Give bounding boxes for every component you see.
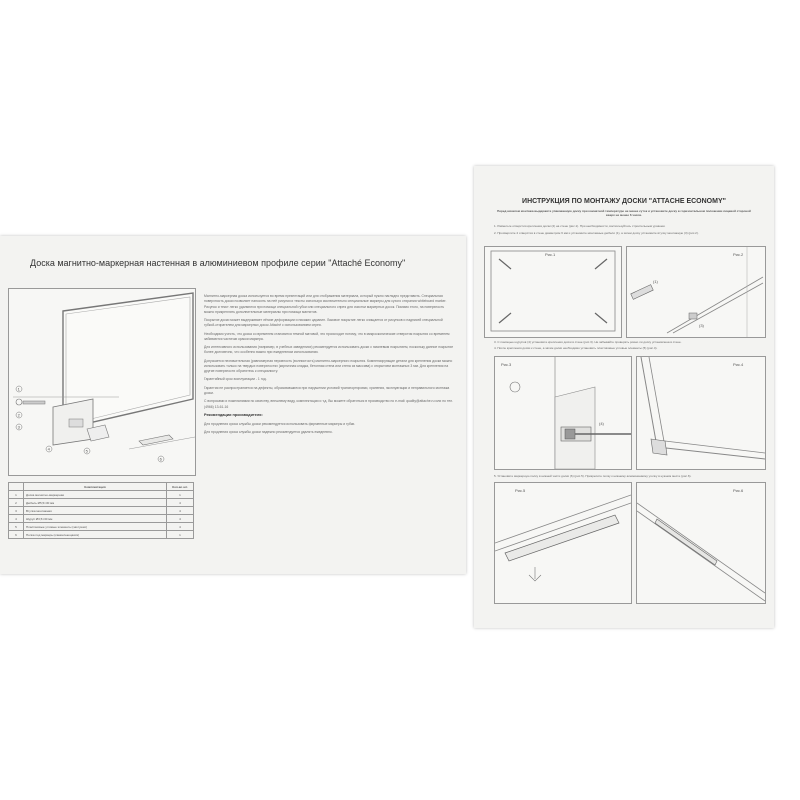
description-paragraph: Гарантийный срок эксплуатации - 1 год. bbox=[204, 377, 267, 382]
step-4: 4. После крепления доски к стене, а затем доски необходимо установить пластиковые угловые элементы (5) (рис.4). bbox=[494, 346, 658, 350]
svg-text:1: 1 bbox=[17, 386, 20, 392]
figure-3-drawing bbox=[495, 357, 631, 469]
description-text bbox=[204, 294, 454, 438]
step-3: 3. С помощью шурупов (4) установите крепления доски в стене (рис.3). Не забывайте проверять ровно ли доску установлена в стене. bbox=[494, 340, 682, 344]
figure-6-label: Рис.6 bbox=[733, 488, 744, 493]
description-paragraph: Необходимо учесть, что доска со временем становится темной матовой, это происходит потому, что в микроскопические отверстия покрытия со временем забиваются частички краски маркера. bbox=[204, 331, 450, 341]
figure-3-label: Рис.3 bbox=[501, 362, 512, 367]
screw-icon bbox=[16, 399, 22, 405]
figure-4-drawing bbox=[637, 357, 765, 469]
description-paragraph: Гарантия не распространяется на дефекты, образовавшиеся при нарушении условий транспортировки, хранения, эксплуатации и неправильного монтажа доски. bbox=[204, 385, 450, 395]
recommend-item: Для продления срока службы доски надежно рекомендуется удалять ежедневно. bbox=[204, 429, 333, 434]
figure-5 bbox=[494, 482, 632, 604]
recommend-item: Для продления срока службы доски рекомендуется использовать фирменные маркеры и губки. bbox=[204, 421, 356, 426]
right-sheet-title: ИНСТРУКЦИЯ ПО МОНТАЖУ ДОСКИ "ATTACHE ECONOMY" bbox=[522, 198, 726, 205]
step-2: 2. Просверлите 4 отверстия в стене диаметром 6 мм и установите монтажные дюбели (1), а затем доску установите втулку монтажную (3) (рис.2). bbox=[494, 231, 699, 235]
board-illustration-drawing bbox=[9, 289, 195, 475]
figure-3 bbox=[494, 356, 632, 470]
recommend-title: Рекомендации производителя: bbox=[204, 412, 263, 417]
table-row: 4 Шуруп Ø3,5×30 мм 4 bbox=[9, 515, 194, 523]
marker-shelf-icon bbox=[505, 515, 619, 561]
figure-2-label: Рис.2 bbox=[733, 252, 744, 257]
bushing-icon bbox=[689, 313, 697, 319]
svg-text:6: 6 bbox=[159, 456, 162, 462]
left-instruction-sheet bbox=[0, 236, 466, 574]
figure-2 bbox=[626, 246, 766, 338]
screw-head-icon bbox=[565, 429, 575, 439]
figure-6-drawing bbox=[637, 483, 765, 603]
svg-text:2: 2 bbox=[17, 412, 20, 418]
svg-text:3: 3 bbox=[17, 424, 20, 430]
step-5: 5. Установите маркерную полку в нижней части доски (6) (рис.5). Прикрепите полку к нижнему алюминиевому уголку в нужном месте (рис.6). bbox=[494, 474, 692, 478]
figure-4-label: Рис.4 bbox=[733, 362, 744, 367]
parts-table bbox=[8, 482, 194, 539]
svg-text:4: 4 bbox=[47, 446, 50, 452]
dowel-icon bbox=[23, 401, 45, 404]
figure-1-drawing bbox=[485, 247, 621, 337]
description-paragraph: С вопросами и пожеланиями по качеству, внешнему виду, комплектации и т.д. Вы можете обратиться в производство по e-mail: quality@attache.ru или по тел. (4966) 13-61-16 bbox=[204, 399, 454, 409]
figure-2-drawing bbox=[627, 247, 765, 337]
figure-1 bbox=[484, 246, 622, 338]
table-row: 2 Дюбель Ø5,5×30 мм 4 bbox=[9, 499, 194, 507]
bushing-icon bbox=[69, 419, 83, 427]
step-1: 1. Разметьте отверстия крепления доски (2) на стене (рис.1). При необходимости, воспользуйтесь строительным уровнем. bbox=[494, 224, 666, 228]
figure-5-drawing bbox=[495, 483, 631, 603]
corner-cap-icon bbox=[651, 439, 667, 455]
board-illustration bbox=[8, 288, 196, 476]
description-paragraph: Допускается незначительная (равномерная неровность (волнистость) магнитно-маркерного покрытия. Компенсирующие детали для крепления доски можно использовать только на твердых поверхностях (кирпичная кладка, бетонная стена или стена из массива) с открытием монтажных 3 мм. Для крепления на другие поверхности обратитесь к специалисту. bbox=[204, 358, 453, 374]
svg-text:5: 5 bbox=[85, 448, 88, 454]
table-header-row: Комплектация Кол-во шт. bbox=[9, 483, 194, 491]
right-sheet-subtitle: Перед началом монтажа выдержите упакованную доску при комнатной температуре не менее суток и установите доску в горизонтальном положении лицевой стороной вверх не менее 6 часов. bbox=[497, 209, 751, 218]
callout-3: (3) bbox=[699, 323, 704, 328]
marker-shelf-icon bbox=[139, 435, 173, 445]
table-row: 6 Полка под маркеры (самоклеющаяся) 1 bbox=[9, 531, 194, 539]
dowel-icon bbox=[631, 285, 653, 300]
right-instruction-sheet bbox=[474, 166, 774, 628]
callout-1: (1) bbox=[653, 279, 658, 284]
description-paragraph: Для интенсивного использования (например, в учебных заведениях) рекомендуется использовать доски с эмалевым покрытием, поскольку данное покрытие более долговечно, что особенно важно при ежедневном использовании. bbox=[204, 345, 454, 355]
figure-5-label: Рис.5 bbox=[515, 488, 526, 493]
callout-4: (4) bbox=[599, 421, 604, 426]
table-row: 3 Втулка монтажная 4 bbox=[9, 507, 194, 515]
description-paragraph: Покрытие доски может выдерживает лёгкие деформации и никаких царапин. Лаковое покрытие легко очищается от рисунков и надписей специальной губкой-стирателем для маркерных досок Attaché с использованием спрея. bbox=[204, 318, 443, 328]
marker-shelf-icon bbox=[655, 519, 717, 565]
figure-1-label: Рис.1 bbox=[545, 252, 556, 257]
table-row: 1 Доска магнитно-маркерная 1 bbox=[9, 491, 194, 499]
description-paragraph: Магнитно-маркерная доска используется во время презентаций или для отображения материала, который нужно наглядно представить. Специальная поверхность доски позволяет наносить на неё рисунки и тексты используя исключительно специальные маркеры для сухого стирания whiteboard marker. Рисунок и текст легко удаляются при помощи специальной губки или специального спрея для очистки маркерных досок. Помимо этого, на поверхность можно прикреплять дополнительные материалы при помощи магнитов. bbox=[204, 294, 447, 314]
table-row: 5 Пластиковые угловые элементы (заглушки) 4 bbox=[9, 523, 194, 531]
left-sheet-title: Доска магнитно-маркерная настенная в алюминиевом профиле серии "Attaché Economy" bbox=[30, 258, 406, 268]
figure-4 bbox=[636, 356, 766, 470]
figure-6 bbox=[636, 482, 766, 604]
